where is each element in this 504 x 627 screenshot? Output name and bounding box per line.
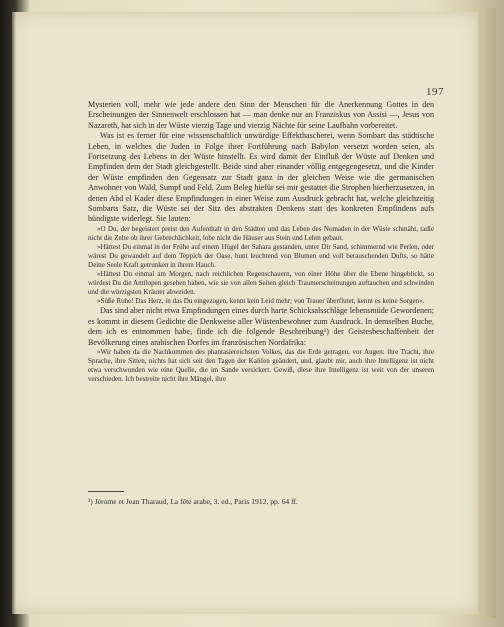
quoted-verse: »Hättest Du einmal in der Frühe auf einem Hügel der Sahara gestanden, unter Dir Sand, schimmernd wie Perlen, oder wärest Du gewandelt auf dem Teppich der Oase, bunt leuchtend von Blumen und voll berauschenden Dufts, so hätte Deine Seele Kraft getrunken in ihrem Hauch. — [88, 242, 434, 270]
footnote-rule — [88, 491, 124, 492]
quoted-passage: »Wir haben da die Nachkommen des phantasiereichsten Volkes, das die Erde getragen, vor Augen: ihre Tracht, ihre Sprache, ihre Sitten, nichts hat sich seit den Tagen der Kalifen geändert, und, glaubt mir, auch ihre Intelligenz ist nicht etwa verschwunden wie eine Quelle, die im Sande versickert. Gewiß, diese ihre Intelligenz ist weit von der unseren verschieden. Ich bestreite nicht ihre Mängel, ihre — [88, 347, 434, 384]
paragraph: Was ist es ferner für eine wissenschaftlich unwürdige Effekthascherei, wenn Sombart das städtische Leben, in welches die Juden in Folge ihrer Fortführung nach Babylon versetzt worden seien, als Fortsetzung des Lebens in der Wüste hinstellt. Es wird damit der Einfluß der Wüste auf Denken und Empfinden dem der Stadt gleichgestellt. Beide sind aber einander völlig entgegengesetzt, und die Kinder der Wüste empfinden den Gegensatz zur Stadt ganz in der gleichen Weise wie die germanischen Anwohner von Wald, Sumpf und Feld. Zum Beleg hiefür sei mir gestattet die Strophen hierherzusetzen, in denen Abd el Kader diese Empfindungen in einer Weise zum Ausdruck gebracht hat, welche gleichzeitig Sombarts Satz, die Wüste sei der Sitz des abstrakten Denkens statt des konkreten Empfindens aufs bündigste widerlegt. Sie lauten: — [88, 131, 434, 224]
quoted-verse: »Hättest Du einmal am Morgen, nach reichlichen Regenschauern, von einer Höhe über die Ebene hingeblickt, so würdest Du die Antilopen gesehen haben, wie sie von allen Seiten gleich Traumerscheinungen auftauchen und schwinden und die würzigsten Kräuter abweiden. — [88, 270, 434, 297]
quoted-verse: »O Du, der begeistert preist den Aufenthalt in den Städten und das Leben des Nomaden in der Wüste schmäht, tadle nicht die Zelte ob ihrer Gebrechlichkeit, lobe nicht die Häuser aus Stein und Lehm gebaut. — [88, 224, 434, 242]
paragraph: Mysterien voll, mehr wie jede andere den Sinn der Menschen für die Anerkennung Gottes in den Erscheinungen der Sinnenwelt erschlossen hat — man denke nur an Franziskus von Assisi —, Jesus von Nazareth, hat sich in der Wüste vierzig Tage und vierzig Nächte für seine Laufbahn vorbereitet. — [88, 100, 434, 130]
quoted-verse: »Süße Ruhe! Das Herz, in das Du eingezogen, kennt kein Leid mehr; von Trauer überflutet, kennt es keine Sorgen«. — [97, 297, 425, 306]
page-body — [88, 100, 434, 384]
page-number: 197 — [426, 86, 444, 98]
paragraph: Das sind aber nicht etwa Empfindungen eines durch harte Schicksalsschläge lebensmüde Gewordenen; es kommt in diesem Gedichte die Denkweise aller Wüstenbewohner zum Ausdruck. In demselben Buche, dem ich es entnommen habe, finde ich die folgende Beschreibung¹) der Geistesbeschaffenheit der Bevölkerung eines arabischen Dorfes im französischen Nordafrika: — [88, 306, 434, 347]
binding-shadow — [0, 0, 16, 627]
footnote: ¹) Jérome et Jean Tharaud, La fête arabe, 3. ed., Paris 1912, pp. 64 ff. — [88, 497, 298, 506]
